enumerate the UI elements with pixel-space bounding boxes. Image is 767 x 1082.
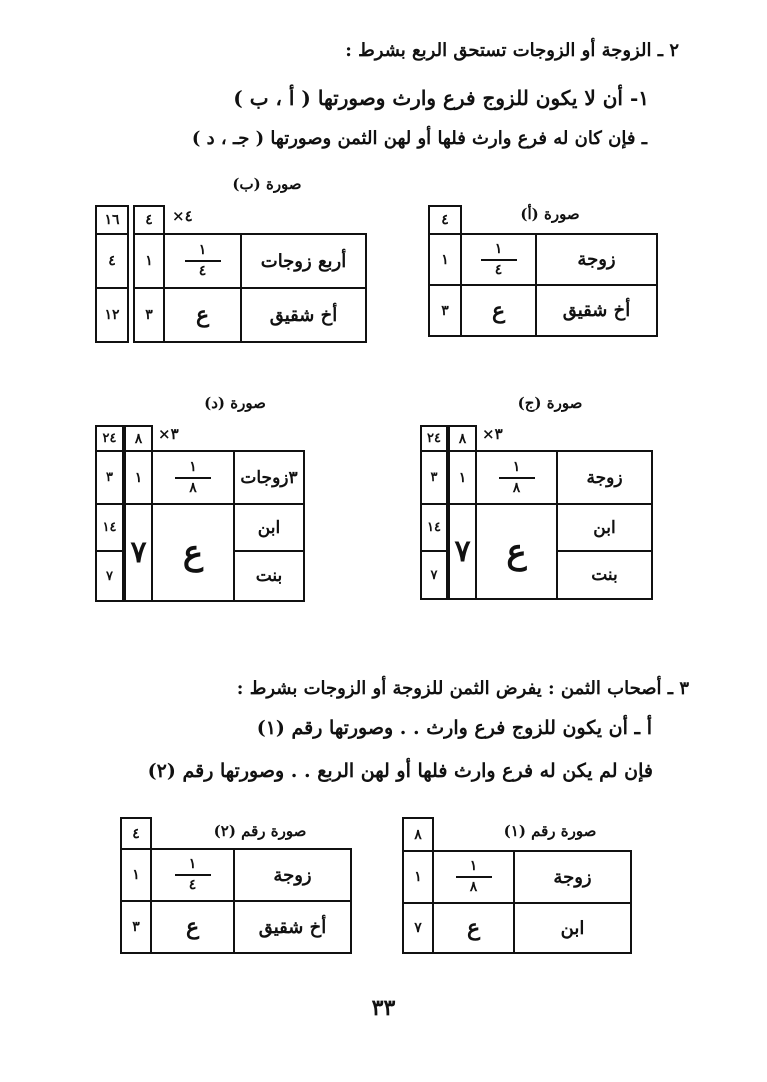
figure-a-heir-1: زوجة [577, 249, 616, 270]
figure-b-fraction: ١ ٤ [165, 235, 240, 287]
figure-c-final-3: ٧ [430, 567, 438, 583]
figure-d-final-1: ٣ [106, 470, 113, 485]
figure-n2-fraction: ١ ٤ [152, 850, 233, 900]
figure-d-total: ٢٤ [102, 431, 117, 446]
figure-d-heir-3: بنت [255, 566, 283, 586]
figure-c-heir-1: زوجة [586, 467, 623, 488]
figure-d-final-3: ٧ [106, 568, 113, 584]
figure-n2-base: ٤ [132, 825, 140, 842]
section2-heading: ٢ ـ الزوجة أو الزوجات تستحق الربع بشرط : [345, 40, 679, 61]
figure-b-base: ٤ [145, 212, 153, 228]
figure-n2-share-2: ٣ [132, 919, 140, 935]
figure-n2-share-1: ١ [132, 867, 140, 883]
figure-a-value: ع [491, 297, 506, 324]
figure-d-share-2: ٧ [130, 535, 147, 570]
figure-n2-value: ع [185, 914, 200, 940]
figure-c-share-2: ٧ [454, 534, 471, 569]
figure-n1-share-1: ١ [414, 869, 422, 885]
section3-line1: أ ـ أن يكون للزوج فرع وارث . . وصورتها رقم (١) [256, 717, 652, 739]
figure-n2-caption: صورة رقم (٢) [213, 822, 307, 840]
figure-a-base: ٤ [441, 212, 449, 228]
figure-n1-heir-1: زوجة [553, 866, 592, 888]
page-number: ٣٣ [371, 995, 396, 1021]
figure-c-caption: صورة (ج) [517, 394, 583, 412]
figure-n1-heir-2: ابن [560, 917, 585, 939]
figure-n2-heir-2: أخ شقيق [258, 916, 327, 938]
figure-d-multiplier: ×٣ [158, 425, 179, 443]
figure-b-total: ١٦ [104, 212, 120, 228]
figure-d-caption: صورة (د) [204, 394, 266, 412]
figure-d-final-2: ١٤ [102, 520, 117, 535]
figure-a-share-1: ١ [441, 251, 449, 268]
figure-c-final-1: ٣ [430, 470, 438, 485]
figure-a-share-2: ٣ [441, 302, 449, 319]
figure-a-fraction: ١ ٤ [462, 235, 535, 284]
section3-heading: ٣ ـ أصحاب الثمن : يفرض الثمن للزوجة أو الزوجات بشرط : [236, 678, 689, 699]
figure-n2-heir-1: زوجة [273, 864, 312, 886]
figure-d-base: ٨ [134, 430, 143, 447]
figure-c-value: ع [506, 531, 527, 572]
figure-b-share-2: ٣ [145, 307, 153, 323]
figure-n1-caption: صورة رقم (١) [503, 822, 597, 840]
figure-b-final-1: ٤ [108, 253, 116, 269]
figure-b-share-1: ١ [145, 253, 153, 269]
figure-d-heir-2: ابن [257, 517, 281, 538]
figure-c-heir-3: بنت [591, 565, 618, 585]
figure-n1-fraction: ١ ٨ [434, 852, 513, 902]
section2-line2: ـ فإن كان له فرع وارث فلها أو لهن الثمن وصورتها ( جـ ، د ) [191, 128, 647, 149]
figure-n1-value: ع [466, 915, 481, 941]
section3-line2: فإن لم يكن له فرع وارث فلها أو لهن الربع . . وصورتها رقم (٢) [147, 760, 653, 782]
figure-a-heir-2: أخ شقيق [562, 300, 631, 321]
section2-line1: ١- أن لا يكون للزوج فرع وارث وصورتها ( أ ، ب ) [233, 86, 649, 110]
figure-c-base: ٨ [458, 430, 467, 447]
figure-c-multiplier: ×٣ [482, 425, 503, 443]
figure-c-share-1: ١ [458, 469, 467, 486]
figure-c-final-2: ١٤ [427, 520, 441, 535]
figure-b-heir-2: أخ شقيق [269, 304, 338, 326]
figure-b-value: ع [195, 302, 210, 328]
figure-d-heir-1: ٣زوجات [240, 467, 298, 488]
figure-b-multiplier: ×٤ [172, 207, 193, 225]
figure-d-share-1: ١ [134, 469, 143, 486]
figure-n1-share-2: ٧ [414, 920, 422, 936]
figure-b-final-2: ١٢ [104, 307, 120, 323]
figure-a-caption: صورة (أ) [520, 205, 580, 223]
figure-b-caption: صورة (ب) [232, 175, 302, 193]
figure-c-heir-2: ابن [593, 517, 616, 538]
figure-n1-base: ٨ [414, 826, 422, 843]
figure-c-total: ٢٤ [427, 431, 441, 446]
figure-c-fraction: ١ ٨ [477, 452, 556, 503]
figure-b-heir-1: أربع زوجات [260, 250, 347, 272]
figure-d-value: ع [182, 532, 204, 573]
figure-d-fraction: ١ ٨ [153, 452, 233, 503]
